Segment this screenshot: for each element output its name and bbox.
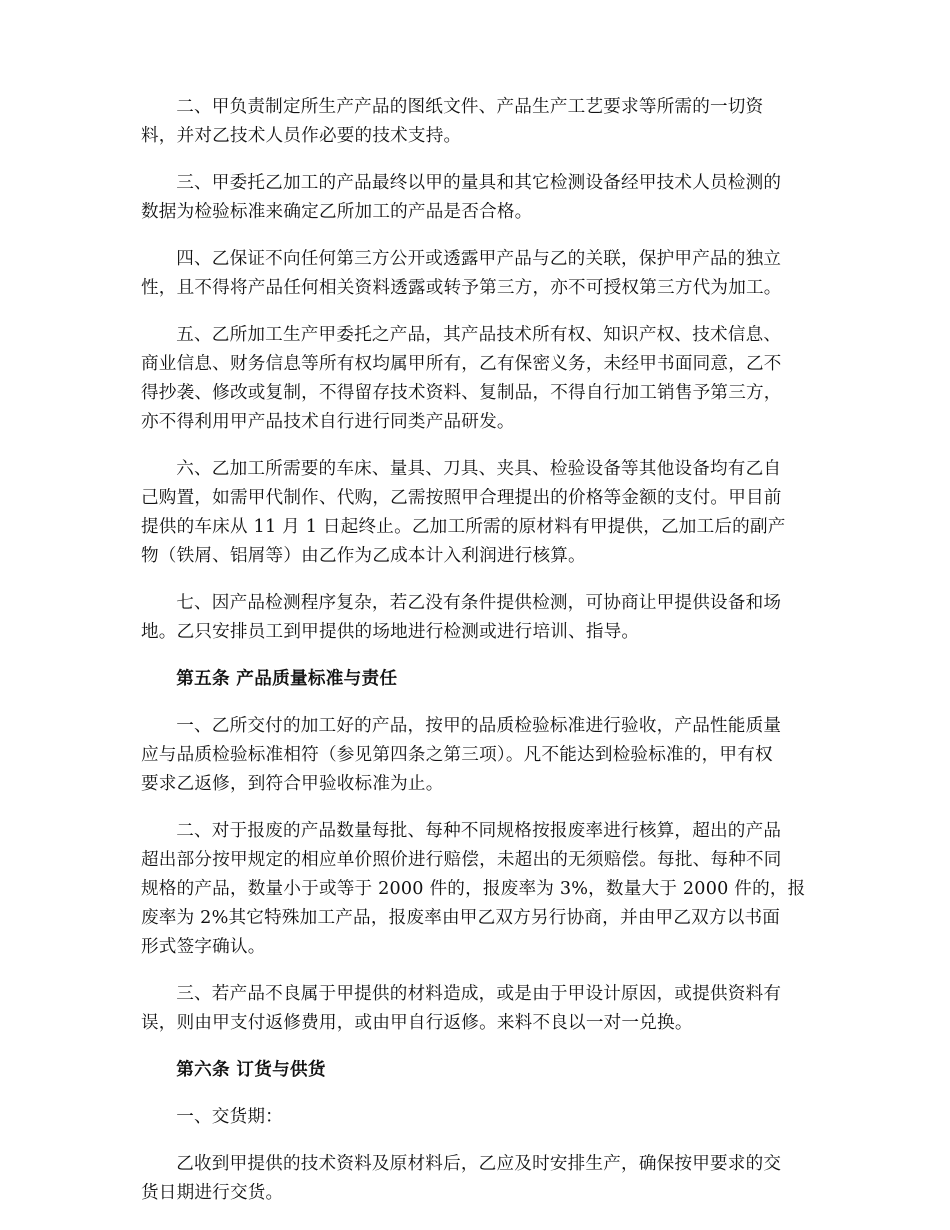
paragraph-line: 地。乙只安排员工到甲提供的场地进行检测或进行培训、指导。 [141,622,640,642]
paragraph-line: 五、乙所加工生产甲委托之产品，其产品技术所有权、知识产权、技术信息、 [176,325,782,345]
paragraph-line: 形式签字确认。 [141,937,266,957]
paragraph-line: 己购置，如需甲代制作、代购，乙需按照甲合理提出的价格等金额的支付。甲目前 [141,488,782,508]
paragraph-line: 物（铁屑、铝屑等）由乙作为乙成本计入利润进行核算。 [141,546,586,566]
clause-paragraph [141,980,813,1038]
paragraph-line: 性，且不得将产品任何相关资料透露或转予第三方，亦不可授权第三方代为加工。 [141,278,782,298]
clause-paragraph [141,169,813,227]
paragraph-line: 七、因产品检测程序复杂，若乙没有条件提供检测，可协商让甲提供设备和场 [176,593,782,613]
clause-paragraph [141,1103,813,1132]
paragraph-line: 三、若产品不良属于甲提供的材料造成，或是由于甲设计原因，或提供资料有 [176,984,782,1004]
paragraph-line: 亦不得利用甲产品技术自行进行同类产品研发。 [141,412,515,432]
clause-paragraph [141,455,813,571]
paragraph-line: 一、乙所交付的加工好的产品，按甲的品质检验标准进行验收，产品性能质量 [176,716,782,736]
paragraph-line: 乙收到甲提供的技术资料及原材料后，乙应及时安排生产，确保按甲要求的交 [176,1154,782,1174]
paragraph-line: 料，并对乙技术人员作必要的技术支持。 [141,126,462,146]
paragraph-line: 提供的车床从 11 月 1 日起终止。乙加工所需的原材料有甲提供，乙加工后的副产 [141,517,786,537]
clause-paragraph [141,712,813,799]
clause-paragraph [141,321,813,437]
paragraph-line: 三、甲委托乙加工的产品最终以甲的量具和其它检测设备经甲技术人员检测的 [176,173,782,193]
paragraph-line: 规格的产品，数量小于或等于 2000 件的，报废率为 3%，数量大于 2000 件的，报 [141,879,806,899]
paragraph-line: 要求乙返修，到符合甲验收标准为止。 [141,774,444,794]
paragraph-line: 二、对于报废的产品数量每批、每种不同规格按报废率进行核算，超出的产品 [176,821,782,841]
paragraph-line: 数据为检验标准来确定乙所加工的产品是否合格。 [141,202,533,222]
paragraph-line: 超出部分按甲规定的相应单价照价进行赔偿，未超出的无须赔偿。每批、每种不同 [141,850,782,870]
section-heading: 第六条 订货与供货 [176,1060,326,1080]
clause-paragraph [141,1150,813,1208]
clause-paragraph [141,589,813,647]
clause-paragraph [141,93,813,151]
clause-paragraph [141,245,813,303]
paragraph-line: 六、乙加工所需要的车床、量具、刀具、夹具、检验设备等其他设备均有乙自 [176,459,782,479]
paragraph-line: 一、交货期： [176,1107,283,1127]
paragraph-line: 误，则由甲支付返修费用，或由甲自行返修。来料不良以一对一兑换。 [141,1013,693,1033]
paragraph-line: 货日期进行交货。 [141,1183,284,1203]
paragraph-line: 二、甲负责制定所生产产品的图纸文件、产品生产工艺要求等所需的一切资 [176,97,764,117]
paragraph-line: 应与品质检验标准相符（参见第四条之第三项）。凡不能达到检验标准的，甲有权 [141,745,773,765]
paragraph-line: 得抄袭、修改或复制，不得留存技术资料、复制品，不得自行加工销售予第三方， [141,383,782,403]
document-page [141,93,813,1226]
paragraph-line: 商业信息、财务信息等所有权均属甲所有，乙有保密义务，未经甲书面同意，乙不 [141,354,782,374]
paragraph-line: 四、乙保证不向任何第三方公开或透露甲产品与乙的关联，保护甲产品的独立 [176,249,782,269]
section-heading: 第五条 产品质量标准与责任 [176,669,398,689]
clause-paragraph [141,817,813,962]
paragraph-line: 废率为 2%其它特殊加工产品，报废率由甲乙双方另行协商，并由甲乙双方以书面 [141,908,781,928]
